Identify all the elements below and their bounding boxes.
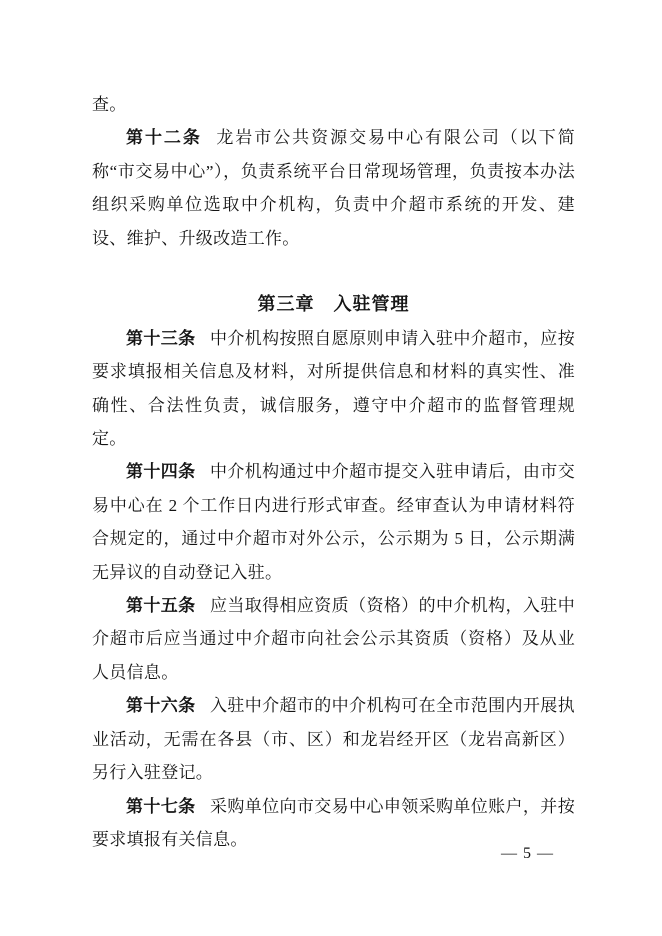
page-number: — 5 — <box>501 845 554 862</box>
article-12-paragraph <box>92 121 575 255</box>
article-14-paragraph <box>92 455 575 589</box>
article-13-number: 第十三条 <box>126 328 196 348</box>
document-body <box>92 88 575 856</box>
article-16-number: 第十六条 <box>126 696 196 716</box>
article-13-paragraph <box>92 322 575 456</box>
article-12-number: 第十二条 <box>126 128 202 148</box>
article-14-text: 中介机构通过中介超市提交入驻申请后，由市交易中心在 2 个工作日内进行形式审查。经审查认为申请材料符合规定的，通过中介超市对外公示，公示期为 5 日，公示期满无异议的自动登记入驻。 <box>92 462 575 582</box>
article-16-paragraph <box>92 689 575 789</box>
chapter-heading: 第三章 入驻管理 <box>257 294 410 315</box>
article-16-text: 入驻中介超市的中介机构可在全市范围内开展执业活动，无需在各县（市、区）和龙岩经开区（龙岩高新区）另行入驻登记。 <box>92 696 575 783</box>
article-13-text: 中介机构按照自愿原则申请入驻中介超市，应按要求填报相关信息及材料，对所提供信息和材料的真实性、准确性、合法性负责，诚信服务，遵守中介超市的监督管理规定。 <box>92 328 575 449</box>
article-15-text: 应当取得相应资质（资格）的中介机构，入驻中介超市后应当通过中介超市向社会公示其资质（资格）及从业人员信息。 <box>92 596 575 682</box>
article-15-paragraph <box>92 589 575 689</box>
article-15-number: 第十五条 <box>126 596 196 616</box>
article-17-number: 第十七条 <box>126 796 196 816</box>
continuation-text: 查。 <box>92 95 127 114</box>
article-12-text: 龙岩市公共资源交易中心有限公司（以下简称“市交易中心”），负责系统平台日常现场管理，负责按本办法组织采购单位选取中介机构，负责中介超市系统的开发、建设、维护、升级改造工作。 <box>92 128 576 248</box>
article-14-number: 第十四条 <box>126 462 196 482</box>
article-17-text: 采购单位向市交易中心申领采购单位账户，并按要求填报有关信息。 <box>92 796 575 849</box>
